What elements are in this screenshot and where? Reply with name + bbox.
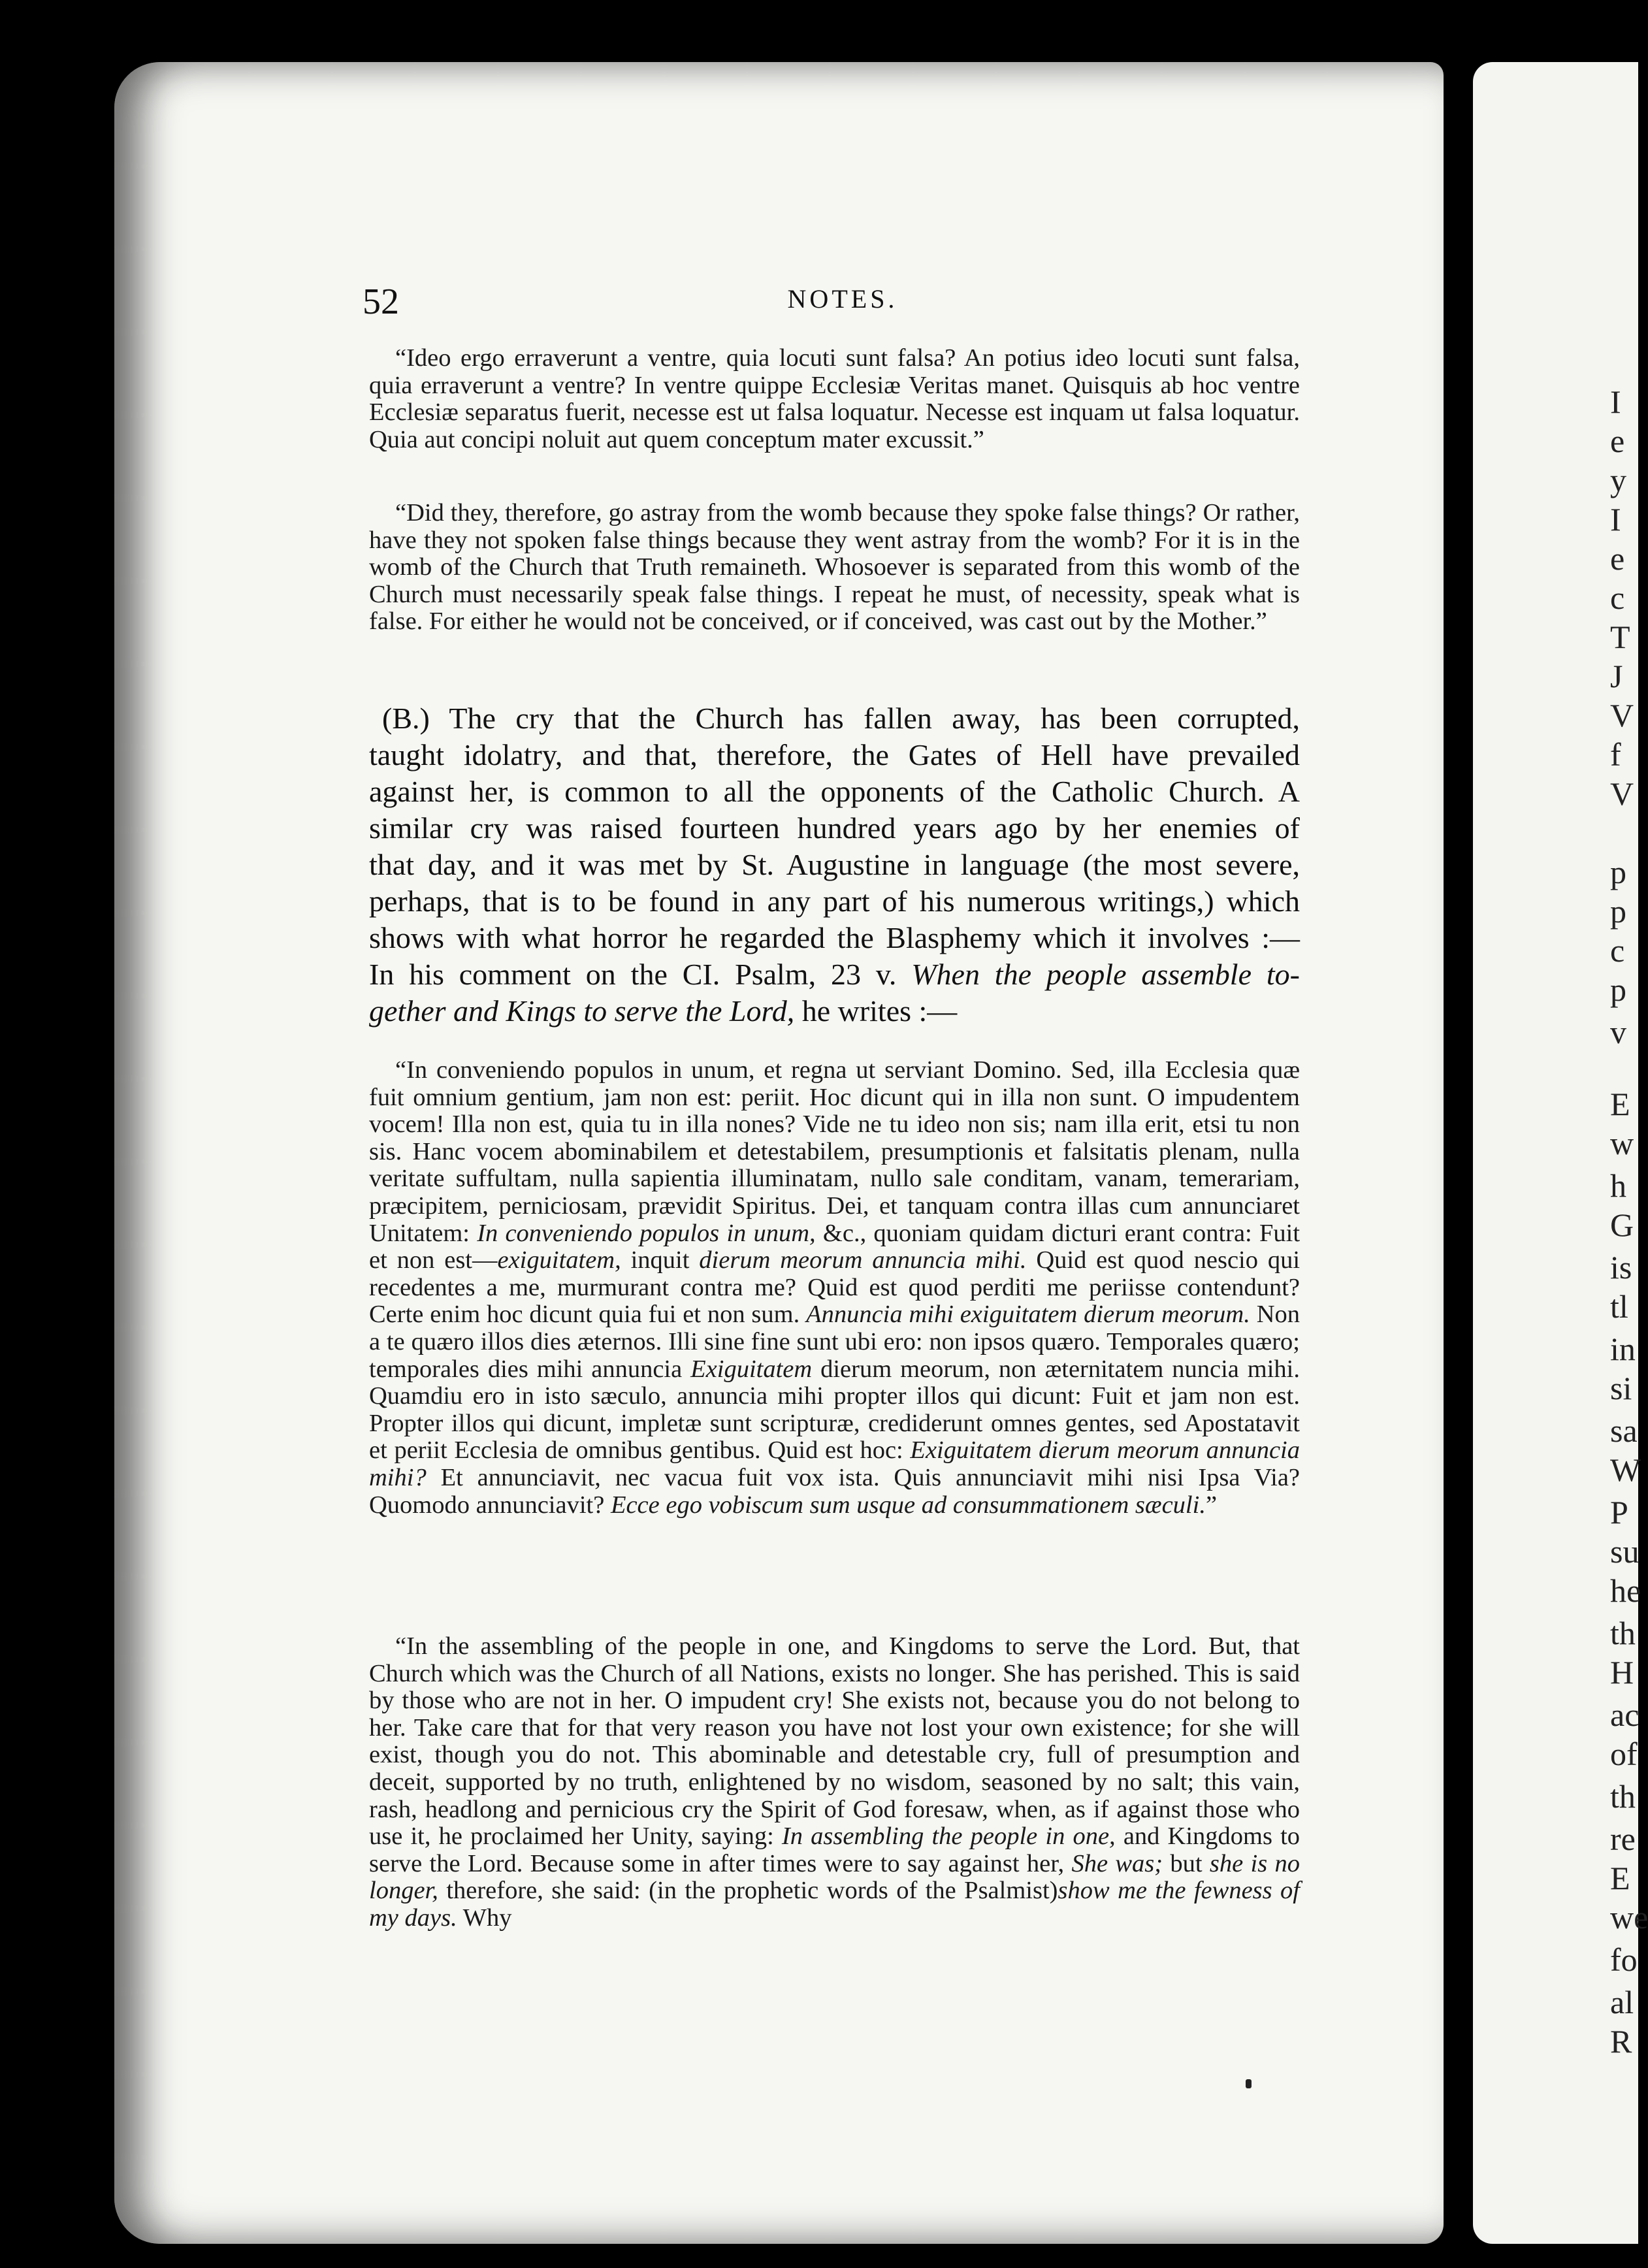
latin-paragraph-2 bbox=[369, 1057, 1300, 1519]
next-page-fragment: H bbox=[1610, 1654, 1634, 1691]
latin-text: dierum meorum, non æternitatem nuncia mihi. Quamdiu ero in isto sæculo, annuncia mihi propter illos qui dicunt: Fuit et jam non est. Propter illos qui dicunt, impletæ sunt scripturæ, crediderunt omnes gentes, sed Apostatavit et periit Ecclesia de omnibus gentibus. Quid est hoc: bbox=[369, 1355, 1300, 1465]
note-b-line: perhaps, that is to be found in any part of his numerous writings,) which bbox=[369, 884, 1300, 918]
note-b-line: similar cry was raised fourteen hundred years ago by her enemies of bbox=[369, 811, 1300, 845]
latin-quotation-2 bbox=[369, 1057, 1300, 1519]
note-b-line: that day, and it was met by St. Augustine in language (the most severe, bbox=[369, 848, 1300, 881]
english-text: Why bbox=[462, 1904, 512, 1932]
next-page-fragment: p bbox=[1610, 893, 1626, 930]
next-page-fragment: h bbox=[1610, 1167, 1626, 1204]
note-b-line: against her, is common to all the opponents of the Catholic Church. A bbox=[369, 775, 1300, 808]
next-page-fragment: V bbox=[1610, 775, 1634, 812]
latin-italic: In conveniendo populos in unum, bbox=[477, 1219, 816, 1247]
next-page-fragment: ac bbox=[1610, 1696, 1640, 1733]
note-b bbox=[369, 700, 1300, 1029]
psalm-quote-start: When the people assemble to- bbox=[911, 958, 1300, 991]
latin-italic: Exiguitatem dierum meorum annuncia mihi? bbox=[369, 1436, 1300, 1491]
psalm-quote-end: gether and Kings to serve the Lord, bbox=[369, 994, 795, 1028]
next-page-fragment: T bbox=[1610, 619, 1630, 655]
he-writes: he writes :— bbox=[801, 994, 958, 1028]
note-b-psalm-line bbox=[369, 956, 1300, 993]
note-b-line: (B.) The cry that the Church has fallen away, has been corrupted, bbox=[382, 702, 1300, 735]
latin-text: “In conveniendo populos in unum, et regna ut serviant Domino. Sed, illa Ecclesia quæ fuit omnium gentium, jam non est: periit. Hoc dicunt qui in illa non sunt. O impudentem vocem! Illa non est, quia tu in illa nones? Vide ne tu ideo non sis; nam illa erit, etsi tu non sis. Hanc vocem abominabilem et detestabilem, presumptionis et falsitatis plenam, nulla veritate suffultam, nulla sapientia illuminatam, nullo sale conditam, vanam, temerariam, præcipitem, perniciosam, prævidit Spiritus. Dei, et tanquam contra illas cum annunciaret Unitatem: bbox=[369, 1056, 1300, 1247]
english-italic: she is no longer, bbox=[369, 1849, 1301, 1905]
next-page-fragment: f bbox=[1610, 736, 1621, 773]
english-text: therefore, she said: (in the prophetic words of the Psalmist) bbox=[446, 1877, 1058, 1905]
next-page-fragment: y bbox=[1610, 462, 1626, 498]
latin-text: Non a te quæro illos dies æternos. Illi sine fine sunt ubi ero: non ipsos quæro. Temporales quæro; temporales dies mihi annuncia bbox=[369, 1301, 1301, 1383]
latin-paragraph-1: “Ideo ergo erraverunt a ventre, quia locuti sunt falsa? An potius ideo locuti sunt falsa, quia erraverunt a ventre? In ventre quippe Ecclesiæ Veritas manet. Quisquis ab hoc ventre Ecclesiæ separatus fuerit, necesse est ut falsa loquatur. Necesse est inquam ut falsa loquatur. Quia aut concipi noluit aut quem conceptum mater excussit.” bbox=[369, 344, 1300, 453]
english-text: and Kingdoms to serve the Lord. Because some in after times were to say against her, bbox=[369, 1822, 1301, 1877]
next-page-fragment: V bbox=[1610, 697, 1634, 734]
next-page-fragment: fo bbox=[1610, 1941, 1638, 1978]
english-translation-1 bbox=[369, 500, 1300, 636]
english-text: “In the assembling of the people in one, and Kingdoms to serve the Lord. But, that Church which was the Church of all Nations, exists no longer. She has perished. This is said by those who are not in her. O impudent cry! She exists not, because you do not belong to her. Take care that for that very reason you have not lost your own existence; for she will exist, though you do not. This abominable and detestable cry, full of presumption and deceit, supported by no truth, enlightened by no wisdom, seasoned by no salt; this vain, rash, headlong and pernicious cry the Spirit of God foresaw, when, as if against those who use it, he proclaimed her Unity, saying: bbox=[369, 1632, 1300, 1851]
latin-quotation-1 bbox=[369, 345, 1300, 453]
english-italic: She was; bbox=[1071, 1849, 1163, 1877]
next-page-fragment: W bbox=[1610, 1451, 1641, 1488]
english-paragraph-2 bbox=[369, 1633, 1300, 1932]
page-header bbox=[363, 281, 1323, 320]
next-page-fragment: e bbox=[1610, 423, 1625, 459]
ink-speck bbox=[1246, 2079, 1252, 2088]
latin-text: inquit bbox=[630, 1246, 690, 1274]
next-page-fragment: of bbox=[1610, 1736, 1638, 1772]
english-italic: In assembling the people in one, bbox=[781, 1822, 1116, 1851]
next-page-edge bbox=[1473, 62, 1648, 2244]
next-page-fragment: e bbox=[1610, 540, 1625, 577]
next-page-fragment: sa bbox=[1610, 1412, 1638, 1449]
next-page-fragment: J bbox=[1610, 658, 1623, 694]
next-page-fragment: th bbox=[1610, 1778, 1636, 1815]
latin-italic: Annuncia mihi exiguitatem dierum meorum. bbox=[806, 1301, 1250, 1329]
psalm-reference: In his comment on the CI. Psalm, 23 v. bbox=[369, 958, 897, 991]
note-b-line: taught idolatry, and that, therefore, the Gates of Hell have prevailed bbox=[369, 738, 1300, 771]
next-page-fragment: I bbox=[1610, 383, 1621, 420]
latin-text: Et annunciavit, nec vacua fuit vox ista. Quis annunciavit mihi nisi Ipsa Via? Quomodo annunciavit? bbox=[369, 1463, 1301, 1519]
next-page-fragment: G bbox=[1610, 1207, 1634, 1243]
next-page-fragment: c bbox=[1610, 932, 1625, 969]
running-head: NOTES. bbox=[787, 284, 898, 314]
latin-text: &c., quoniam quidam dicturi erant contra: Fuit et non est— bbox=[369, 1219, 1301, 1274]
next-page-fragment: re bbox=[1610, 1821, 1636, 1857]
next-page-fragment: v bbox=[1610, 1014, 1626, 1050]
next-page-fragment: p bbox=[1610, 854, 1626, 890]
next-page-fragment: p bbox=[1610, 971, 1626, 1008]
next-page-fragment: we bbox=[1610, 1899, 1648, 1936]
next-page-fragment: w bbox=[1610, 1125, 1634, 1161]
next-page-fragment: P bbox=[1610, 1494, 1628, 1531]
latin-text: Quid est quod nescio qui recedentes a me, murmurant contra me? Quid est quod perditi me periisse contendunt? Certe enim hoc dicunt quia fui et non sum. bbox=[369, 1246, 1301, 1329]
next-page-fragment: in bbox=[1610, 1331, 1636, 1367]
next-page-fragment: R bbox=[1610, 2023, 1632, 2060]
next-page-fragment: tl bbox=[1610, 1288, 1628, 1325]
book-gutter bbox=[1444, 62, 1473, 2244]
next-page-fragment: c bbox=[1610, 579, 1625, 616]
english-text: but bbox=[1170, 1849, 1203, 1877]
english-translation-2 bbox=[369, 1633, 1300, 1932]
note-b-line: shows with what horror he regarded the Blasphemy which it involves :— bbox=[369, 921, 1300, 954]
english-italic: show me the fewness of my days. bbox=[369, 1877, 1301, 1932]
page-number: 52 bbox=[363, 282, 399, 322]
next-page-fragment: E bbox=[1610, 1860, 1630, 1896]
next-page-fragment: su bbox=[1610, 1533, 1640, 1570]
note-b-psalm-line bbox=[369, 993, 1300, 1029]
latin-text: ” bbox=[1205, 1491, 1218, 1519]
latin-italic: exiguitatem, bbox=[497, 1246, 621, 1274]
next-page-fragment: he bbox=[1610, 1572, 1641, 1609]
latin-italic: Exiguitatem bbox=[690, 1355, 813, 1383]
next-page-fragment: E bbox=[1610, 1086, 1630, 1122]
latin-italic: dierum meorum annuncia mihi. bbox=[699, 1246, 1027, 1274]
next-page-fragment: I bbox=[1610, 501, 1621, 538]
next-page-fragment: al bbox=[1610, 1984, 1634, 2020]
next-page-fragment: th bbox=[1610, 1615, 1636, 1651]
latin-italic: Ecce ego vobiscum sum usque ad consummationem sæculi. bbox=[610, 1491, 1206, 1519]
next-page-fragment: si bbox=[1610, 1370, 1632, 1406]
next-page-fragment: is bbox=[1610, 1249, 1632, 1286]
english-paragraph-1: “Did they, therefore, go astray from the womb because they spoke false things? Or rather, have they not spoken false things because they went astray from the womb? For it is in the womb of the Church that Truth remaineth. Whosoever is separated from this womb of the Church must necessarily speak false things. I repeat he must, of necessity, speak what is false. For either he would not be conceived, or if conceived, was cast out by the Mother.” bbox=[369, 499, 1300, 635]
